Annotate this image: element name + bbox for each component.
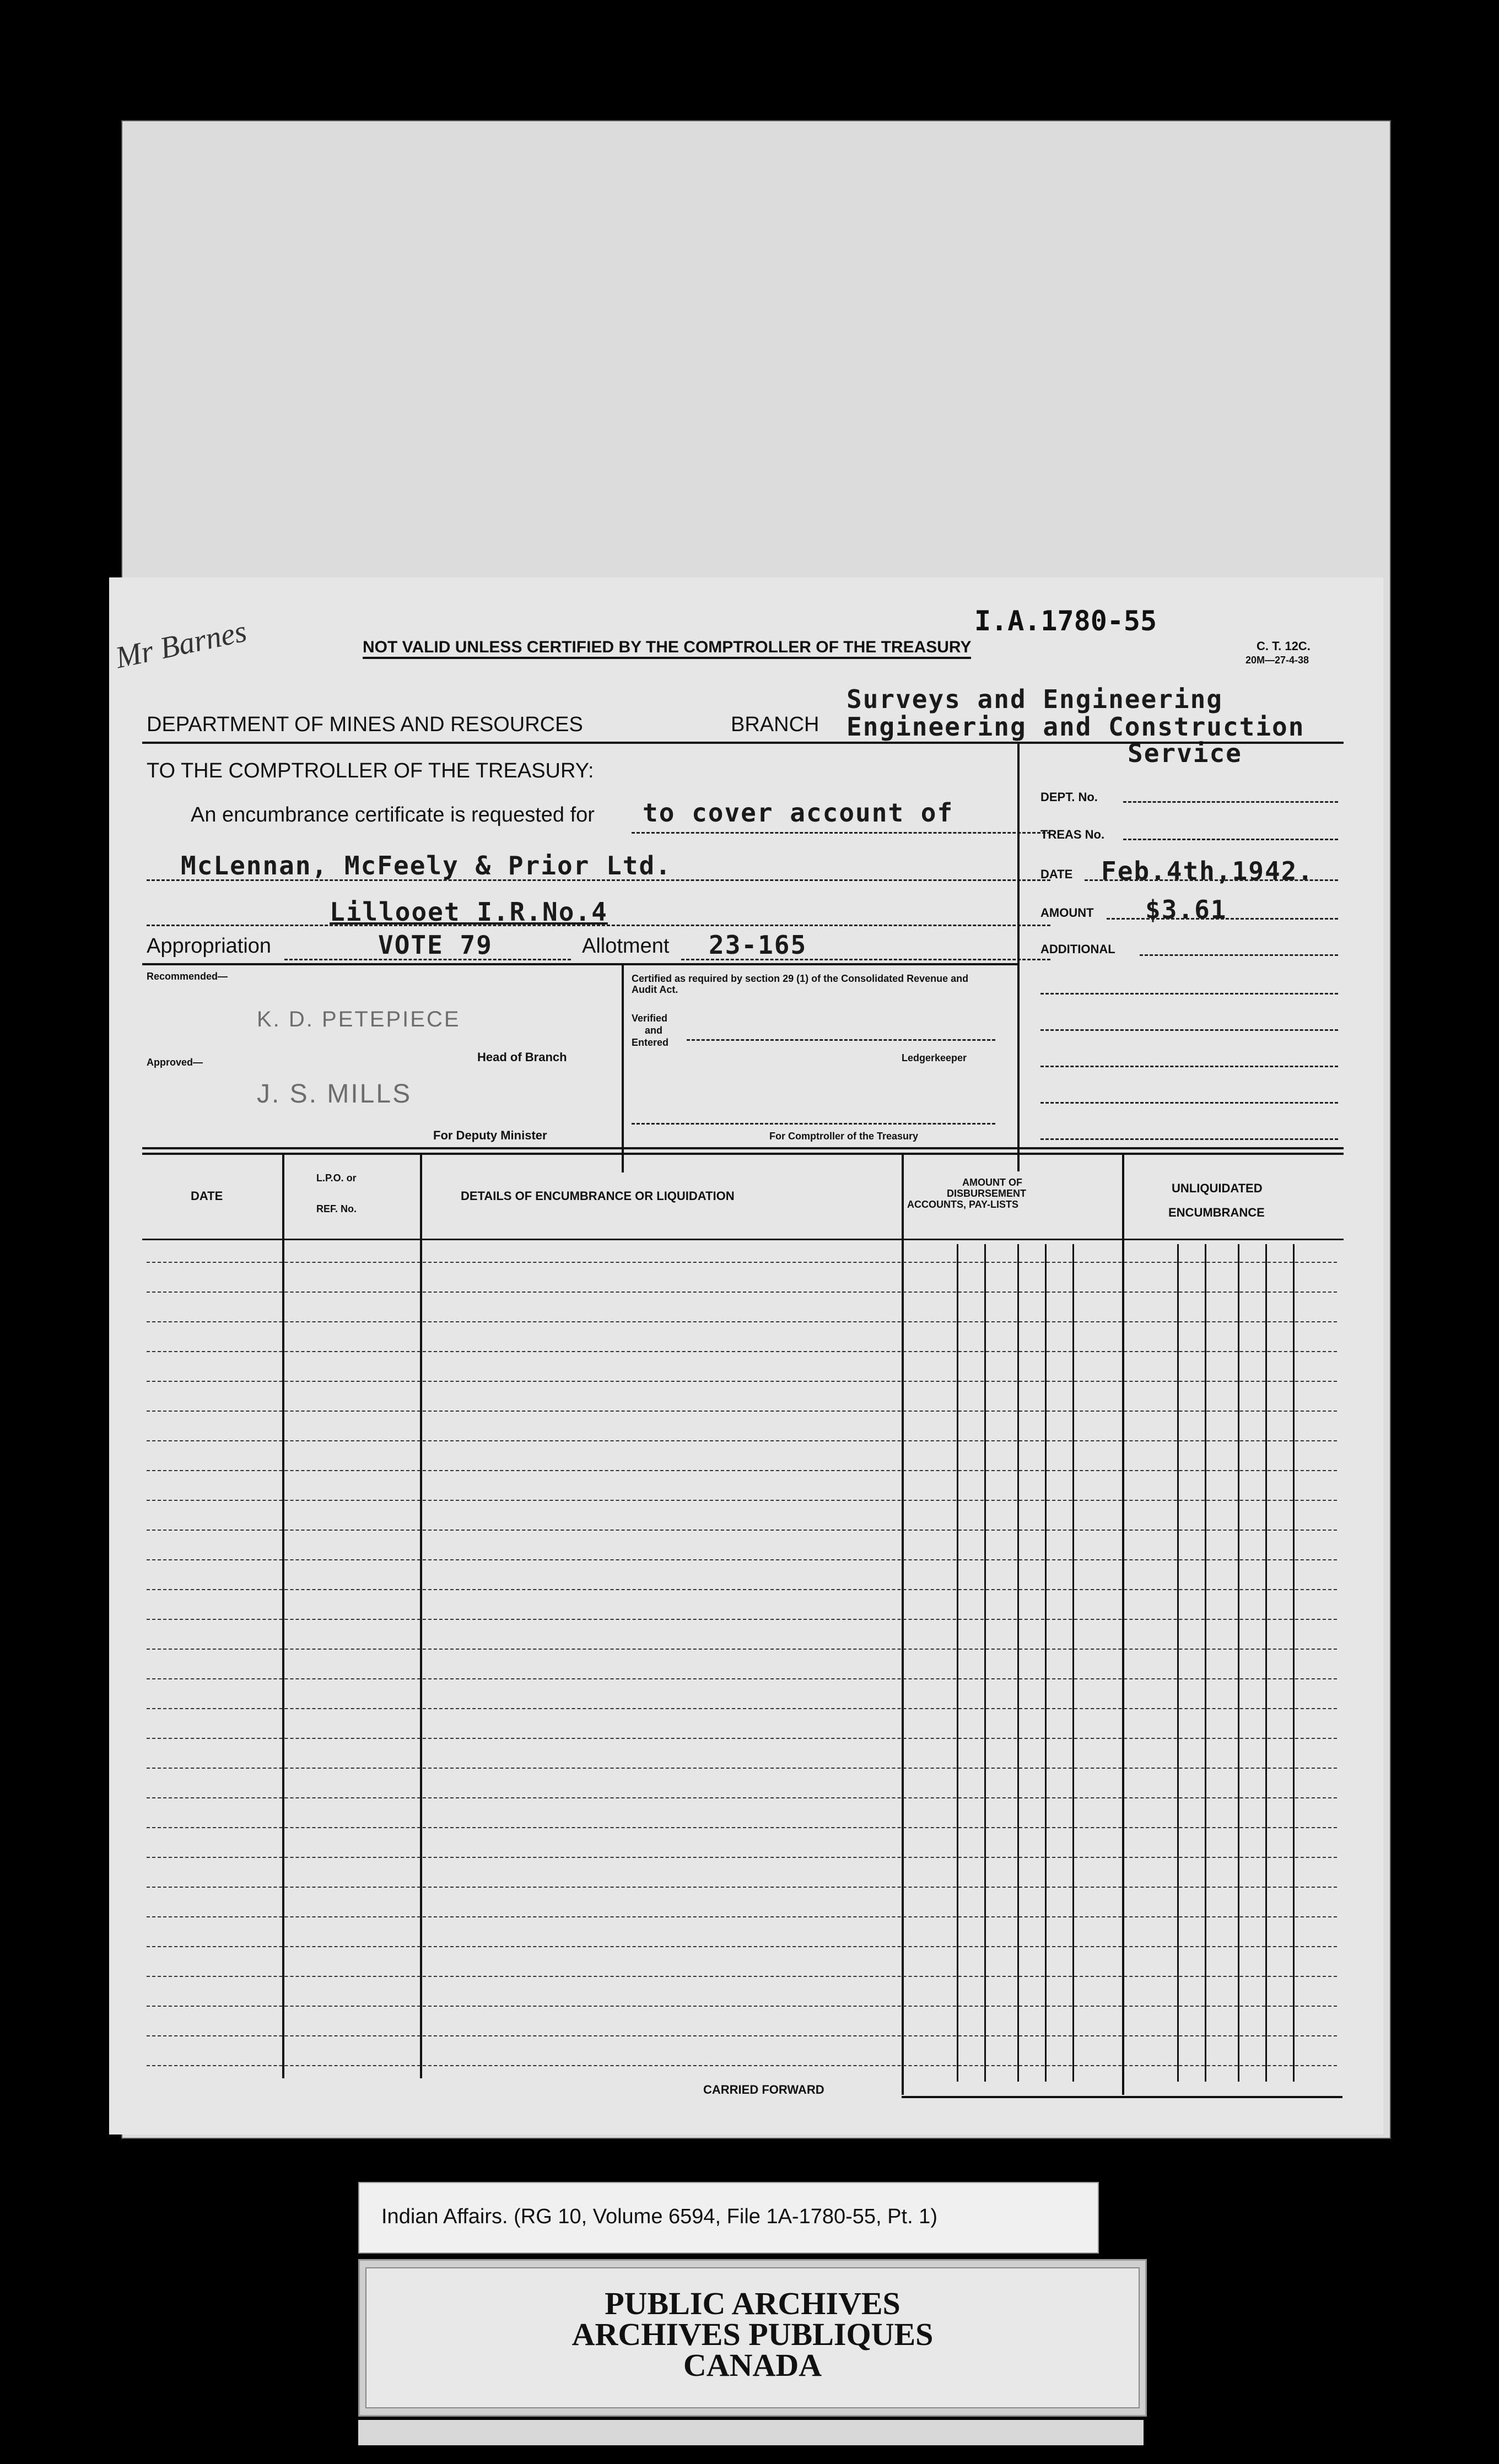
branch-label: BRANCH [731, 713, 819, 736]
approved-stamp: J. S. MILLS [257, 1079, 412, 1109]
table-row [147, 1351, 1337, 1352]
table-row [147, 1946, 1337, 1947]
verified-label: Verified [632, 1013, 668, 1024]
form-code: C. T. 12C. [1257, 639, 1311, 653]
file-number: I.A.1780-55 [974, 605, 1157, 637]
appropriation-value: VOTE 79 [378, 930, 493, 960]
print-code: 20M—27-4-38 [1245, 655, 1309, 666]
table-row [147, 1440, 1337, 1441]
purpose-line-2: McLennan, McFeely & Prior Ltd. [181, 851, 672, 880]
table-row [147, 2006, 1337, 2007]
table-row [147, 1827, 1337, 1828]
amount-label: AMOUNT [1040, 906, 1094, 920]
col-header-date: DATE [191, 1189, 223, 1203]
table-row [147, 1678, 1337, 1679]
table-row [147, 2065, 1337, 2066]
table-row [147, 1262, 1337, 1263]
branch-line-1: Surveys and Engineering [846, 684, 1223, 714]
purpose-line-1: to cover account of [643, 798, 954, 828]
additional-label: ADDITIONAL [1040, 942, 1115, 956]
validity-notice: NOT VALID UNLESS CERTIFIED BY THE COMPTROLLER OF THE TREASURY [363, 638, 971, 659]
purpose-line-3: Lillooet I.R.No.4 [330, 897, 608, 927]
amount-value: $3.61 [1145, 895, 1227, 925]
branch-line-2: Engineering and Construction [846, 712, 1305, 742]
table-row [147, 1857, 1337, 1858]
ledgerkeeper-label: Ledgerkeeper [902, 1052, 967, 1063]
and-label: and [645, 1025, 663, 1036]
entered-label: Entered [632, 1037, 669, 1048]
table-row [147, 1411, 1337, 1412]
table-row [147, 1768, 1337, 1769]
head-of-branch-label: Head of Branch [477, 1050, 567, 1064]
handwritten-note: Mr Barnes [112, 614, 250, 676]
comptroller-label: For Comptroller of the Treasury [769, 1131, 919, 1142]
date-value: Feb.4th,1942. [1101, 856, 1314, 886]
col-header-lpo-2: REF. No. [316, 1203, 357, 1214]
table-row [147, 1500, 1337, 1501]
dept-no-label: DEPT. No. [1040, 790, 1098, 804]
table-row [147, 1559, 1337, 1560]
archives-line-2: ARCHIVES PUBLIQUES [571, 2316, 934, 2352]
approved-label: Approved— [147, 1057, 203, 1068]
bottom-strip [358, 2420, 1144, 2445]
branch-line-3: Service [1128, 738, 1242, 768]
archives-line-3: CANADA [683, 2347, 822, 2383]
col-header-lpo-1: L.P.O. or [316, 1172, 357, 1184]
public-archives-stamp [358, 2259, 1147, 2417]
table-row [147, 1292, 1337, 1293]
table-row [147, 1797, 1337, 1798]
col-header-amount-3: ACCOUNTS, PAY-LISTS [907, 1199, 1019, 1210]
table-row [147, 2035, 1337, 2036]
table-row [147, 1916, 1337, 1917]
archive-reference: Indian Affairs. (RG 10, Volume 6594, File 1A-1780-55, Pt. 1) [381, 2205, 937, 2228]
col-header-unliquidated-2: ENCUMBRANCE [1168, 1206, 1265, 1219]
treas-no-label: TREAS No. [1040, 828, 1105, 841]
deputy-minister-label: For Deputy Minister [433, 1128, 547, 1142]
col-header-amount-2: DISBURSEMENT [947, 1188, 1027, 1199]
table-row [147, 1887, 1337, 1888]
table-row [147, 1738, 1337, 1739]
table-row [147, 1649, 1337, 1650]
table-row [147, 1976, 1337, 1977]
recommended-label: Recommended— [147, 971, 228, 982]
addressee: TO THE COMPTROLLER OF THE TREASURY: [147, 759, 594, 782]
table-row [147, 1321, 1337, 1322]
table-row [147, 1589, 1337, 1590]
appropriation-label: Appropriation [147, 934, 272, 958]
table-row [147, 1619, 1337, 1620]
archive-reference-caption [358, 2182, 1099, 2254]
table-row [147, 1708, 1337, 1709]
table-row [147, 1470, 1337, 1471]
allotment-label: Allotment [582, 934, 670, 958]
certified-text: Certified as required by section 29 (1) of the Consolidated Revenue and Audit Act. [632, 973, 969, 995]
table-row [147, 1381, 1337, 1382]
carried-forward-label: CARRIED FORWARD [703, 2083, 824, 2096]
recommended-stamp: K. D. PETEPIECE [257, 1007, 461, 1031]
date-label: DATE [1040, 867, 1073, 881]
table-row [147, 1530, 1337, 1531]
allotment-value: 23-165 [709, 930, 807, 960]
header-rule [142, 742, 1344, 744]
col-header-amount-1: AMOUNT OF [962, 1177, 1022, 1188]
encumbrance-form [109, 577, 1383, 2135]
archives-line-1: PUBLIC ARCHIVES [605, 2285, 901, 2321]
department-label: DEPARTMENT OF MINES AND RESOURCES [147, 713, 583, 736]
col-header-unliquidated-1: UNLIQUIDATED [1172, 1181, 1263, 1195]
col-header-details: DETAILS OF ENCUMBRANCE OR LIQUIDATION [461, 1189, 735, 1203]
request-text: An encumbrance certificate is requested for [191, 803, 595, 826]
